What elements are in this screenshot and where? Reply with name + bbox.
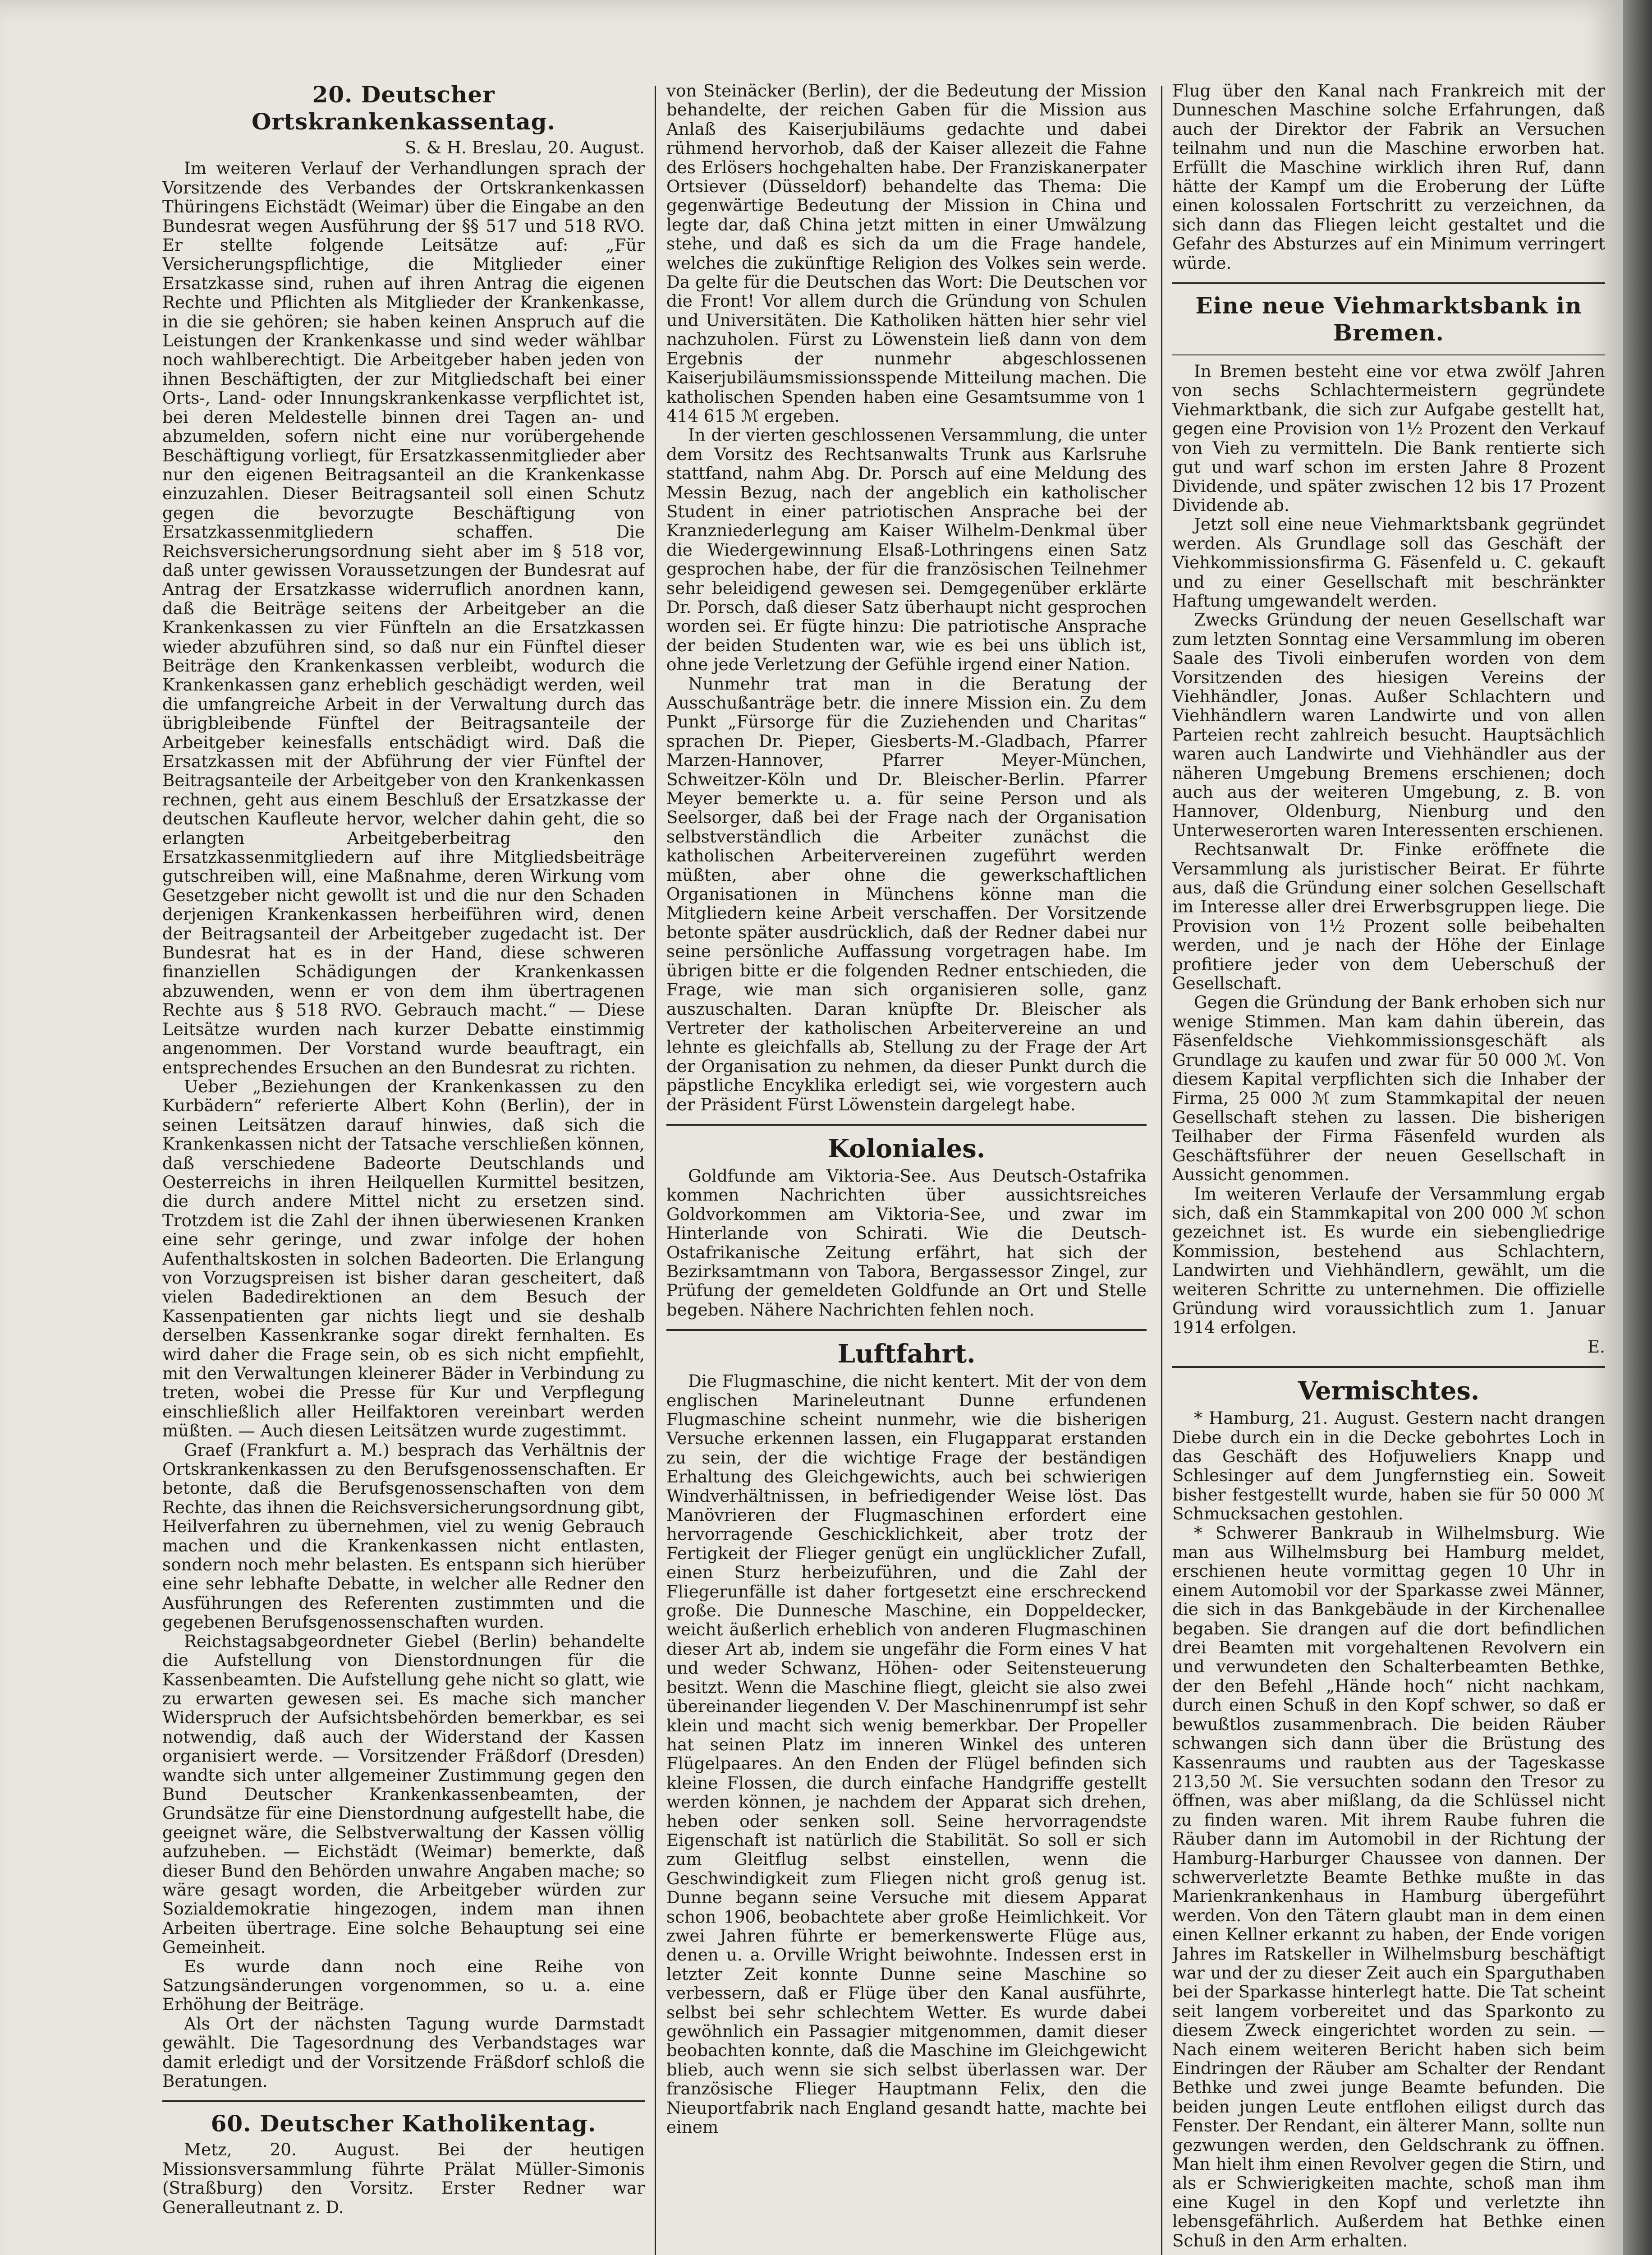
paragraph: Ueber „Beziehungen der Krankenkassen zu den Kurbädern“ referierte Albert Kohn (Berlin), der in seinen Leitsätzen darauf hinwies, daß sich die Krankenkassen nicht der Tatsache verschließen können, daß verschiedene Badeorte Deutschlands und Oesterreichs in ihren Heilquellen Kurmittel besitzen, die durch andere Mittel nicht zu ersetzen sind. Trotzdem ist die Zahl der ihnen überwiesenen Kranken eine sehr geringe, und zwar infolge der hohen Aufenthaltskosten in solchen Badeorten. Die Erlangung von Vorzugspreisen ist bisher daran gescheitert, daß vielen Badedirektionen an dem Besuch der Kassenpatienten gar nichts liegt und sie deshalb derselben Kassenkranke sogar direkt fernhalten. Es wird daher die Frage sein, ob es sich nicht empfiehlt, mit den Verwaltungen kleinerer Bäder in Verbindung zu treten, wobei die Presse für Kur und Verpflegung einschließlich aller Heilfaktoren vereinbart werden müßten. — Auch diesen Leitsätzen wurde zugestimmt. xyxy=(162,1076,645,1441)
paragraph: Rechtsanwalt Dr. Finke eröffnete die Versammlung als juristischer Beirat. Er führte aus, daß die Gründung einer solchen Gesellschaft im Interesse aller drei Erwerbsgruppen liege. Die Provision von 1½ Prozent solle beibehalten werden, und je nach der Höhe der Einlage profitiere jeder von dem Ueberschuß der Gesellschaft. xyxy=(1172,839,1605,994)
paragraph: Als Ort der nächsten Tagung wurde Darmstadt gewählt. Die Tagesordnung des Verbandstages war damit erledigt und der Vorsitzende Fräßdorf schloß die Beratungen. xyxy=(162,2013,645,2091)
section-divider xyxy=(1172,282,1605,284)
paragraph: Im weiteren Verlauf der Verhandlungen sprach der Vorsitzende des Verbandes der Ortskrankenkassen Thüringens Eichstädt (Weimar) über die Eingabe an den Bundesrat wegen Ausführung der §§ 517 und 518 RVO. Er stellte folgende Leitsätze auf: „Für Versicherungspflichtige, die Mitglieder einer Ersatzkasse sind, ruhen auf ihren Antrag die eigenen Rechte und Pflichten als Mitglieder der Krankenkasse, in die sie gehören; sie haben keinen Anspruch auf die Leistungen der Krankenkasse und sind weder wählbar noch wahlberechtigt. Die Arbeitgeber haben jeden von ihnen Beschäftigten, der zur Mitgliedschaft bei einer Orts-, Land- oder Innungskrankenkasse verpflichtet ist, bei deren Meldestelle binnen drei Tagen an- und abzumelden, sofern nicht eine nur vorübergehende Beschäftigung vorliegt, für Ersatzkassenmitglieder aber nur den eigenen Beitragsanteil an die Krankenkasse einzuzahlen. Dieser Beitragsanteil soll einen Schutz gegen die bevorzugte Beschäftigung von Ersatzkassenmitgliedern schaffen. Die Reichsversicherungsordnung sieht aber im § 518 vor, daß unter gewissen Voraussetzungen der Bundesrat auf Antrag der Ersatzkasse widerruflich anordnen kann, daß die Beiträge seitens der Arbeitgeber an die Krankenkassen zu vier Fünfteln an die Ersatzkassen wieder abzuführen sind, so daß nur ein Fünftel dieser Beiträge den Krankenkassen verbleibt, wodurch die Krankenkassen ganz erheblich geschädigt werden, weil die umfangreiche Arbeit in der Verwaltung durch das übrigbleibende Fünftel der Beitragsanteile der Arbeitgeber keinesfalls entschädigt wird. Daß die Ersatzkassen mit der Abführung der vier Fünftel der Beitragsanteile der Arbeitgeber von den Krankenkassen rechnen, geht aus einem Beschluß der Ersatzkasse der deutschen Kaufleute hervor, welcher dahin geht, die so erlangten Arbeitgeberbeitrag den Ersatzkassenmitgliedern auf ihre Mitgliedsbeiträge gutschreiben will, eine Maßnahme, deren Wirkung vom Gesetzgeber nicht gewollt ist und die nur den Schaden derjenigen Krankenkassen herbeiführen wird, denen der Beitragsanteil der Arbeitgeber zugedacht ist. Der Bundesrat hat es in der Hand, diese schweren finanziellen Schädigungen der Krankenkassen abzuwenden, wenn er von dem ihm übertragenen Rechte aus § 518 RVO. Gebrauch macht.“ — Diese Leitsätze wurden nach kurzer Debatte einstimmig angenommen. Der Vorstand wurde beauftragt, ein entsprechendes Ersuchen an den Bundesrat zu richten. xyxy=(162,158,645,1077)
paragraph: * Hamburg, 21. August. Gestern nacht drangen Diebe durch ein in die Decke gebohrtes Loch in das Geschäft des Hofjuweliers Knapp und Schlesinger auf dem Jungfernstieg ein. Soweit bisher festgestellt wurde, haben sie für 50 000 ℳ Schmucksachen gestohlen. xyxy=(1172,1408,1605,1524)
column-2 xyxy=(666,81,1147,2255)
page-edge xyxy=(1623,0,1652,2255)
dateline: S. & H. Breslau, 20. August. xyxy=(404,138,645,157)
title-underline xyxy=(1172,354,1605,355)
paragraph: Es wurde dann noch eine Reihe von Satzungsänderungen vorgenommen, so u. a. eine Erhöhung der Beiträge. xyxy=(162,1956,645,2015)
section-divider xyxy=(666,1329,1147,1331)
paragraph: Goldfunde am Viktoria-See. Aus Deutsch-Ostafrika kommen Nachrichten über aussichtsreiches Goldvorkommen am Viktoria-See, und zwar im Hinterlande von Schirati. Wie die Deutsch-Ostafrikanische Zeitung erfährt, hat sich der Bezirksamtmann von Tabora, Bergassessor Zingel, zur Prüfung der gemeldeten Goldfunde an Ort und Stelle begeben. Nähere Nachrichten fehlen noch. xyxy=(666,1165,1147,1320)
paragraph: Im weiteren Verlaufe der Versammlung ergab sich, daß ein Stammkapital von 200 000 ℳ schon gezeichnet ist. Es wurde ein siebengliedrige Kommission, bestehend aus Schlachtern, Landwirten und Viehhändlern, gewählt, um die weiteren Schritte zu unternehmen. Die offizielle Gründung wird voraussichtlich zum 1. Januar 1914 erfolgen. xyxy=(1172,1183,1605,1338)
paragraph: Zwecks Gründung der neuen Gesellschaft war zum letzten Sonntag eine Versammlung im oberen Saale des Tivoli einberufen worden von dem Vorsitzenden des hiesigen Vereins der Viehhändler, Jonas. Außer Schlachtern und Viehhändlern waren Landwirte und von allen Parteien recht zahlreich besucht. Hauptsächlich waren auch Landwirte und Viehhändler aus der näheren Umgebung Bremens erschienen; doch auch aus der weiteren Umgebung, z. B. von Hannover, Oldenburg, Nienburg und den Unterweserorten waren Interessenten erschienen. xyxy=(1172,610,1605,840)
paragraph: In der vierten geschlossenen Versammlung, die unter dem Vorsitz des Rechtsanwalts Trunk aus Karlsruhe stattfand, nahm Abg. Dr. Porsch auf eine Meldung des Messin Bezug, nach der angeblich ein katholischer Student in einer patriotischen Ansprache bei der Kranzniederlegung am Kaiser Wilhelm-Denkmal über die Wiedergewinnung Elsaß-Lothringens einen Satz gesprochen habe, der für die französischen Teilnehmer sehr beleidigend gewesen sei. Demgegenüber erklärte Dr. Porsch, daß dieser Satz überhaupt nicht gesprochen worden sei. Er fügte hinzu: Die patriotische Ansprache der beiden Studenten war, wie es bei uns üblich ist, ohne jede Verletzung der Gefühle irgend einer Nation. xyxy=(666,425,1147,675)
paragraph: Jetzt soll eine neue Viehmarktsbank gegründet werden. Als Grundlage soll das Geschäft der Viehkommissionsfirma G. Fäsenfeld u. C. gekauft und zu einer Gesellschaft mit beschränkter Haftung umgewandelt werden. xyxy=(1172,514,1605,611)
section-title-vermischtes: Vermischtes. xyxy=(1298,1376,1480,1406)
paragraph: Metz, 20. August. Bei der heutigen Missionsversammlung führte Prälat Müller-Simonis (Straßburg) den Vorsitz. Erster Redner war Generalleutnant z. D. xyxy=(162,2140,645,2217)
paragraph: Graef (Frankfurt a. M.) besprach das Verhältnis der Ortskrankenkassen zu den Berufsgenossenschaften. Er betonte, daß die Berufsgenossenschaften von dem Rechte, das ihnen die Reichsversicherungsordnung gibt, Heilverfahren zu übernehmen, viel zu wenig Gebrauch machen und die Krankenkassen nicht entlasten, sondern noch mehr belasten. Es entspann sich hierüber eine sehr lebhafte Debatte, in welcher alle Redner den Ausführungen des Referenten zustimmten und die gegebenen Berufsgenossenschaften wurden. xyxy=(162,1440,645,1632)
paragraph: Nunmehr trat man in die Beratung der Ausschußanträge betr. die innere Mission ein. Zu dem Punkt „Fürsorge für die Zuziehenden und Charitas“ sprachen Dr. Pieper, Giesberts-M.-Gladbach, Pfarrer Marzen-Hannover, Pfarrer Meyer-München, Schweitzer-Köln und Dr. Bleischer-Berlin. Pfarrer Meyer bemerkte u. a. für seine Person und als Seelsorger, daß bei der Frage nach der Organisation selbstverständlich die Arbeiter zunächst die katholischen Arbeitervereinen zugeführt werden müßten, aber ohne die gewerkschaftlichen Organisationen in Münchens könne man die Mitgliedern keine Arbeit verschaffen. Der Vorsitzende betonte später ausdrücklich, daß der Redner dabei nur seine persönliche Auffassung vorgetragen habe. Im übrigen bitte er die folgenden Redner entschieden, die Frage, wie man sich organisieren solle, ganz auszuschalten. Daran knüpfte Dr. Bleischer als Vertreter der katholischen Arbeitervereine an und lehnte es gleichfalls ab, Stellung zu der Frage der Art der Organisation zu nehmen, da dieser Punkt durch die päpstliche Encyklika erledigt sei, wie vorgestern auch der Präsident Fürst Löwenstein dargelegt habe. xyxy=(666,673,1147,1114)
section-divider xyxy=(1172,1366,1605,1368)
paragraph: Die Flugmaschine, die nicht kentert. Mit der von dem englischen Marineleutnant Dunne erfundenen Flugmaschine scheint nunmehr, wie die bisherigen Versuche erkennen lassen, ein Flugapparat erstanden zu sein, der die wichtige Frage der beständigen Erhaltung des Gleichgewichts, auch bei schwierigen Windverhältnissen, in befriedigender Weise löst. Das Manövrieren der Flugmaschinen erfordert eine hervorragende Geschicklichkeit, aber trotz der Fertigkeit der Flieger genügt ein unglücklicher Zufall, einen Sturz herbeizuführen, und die Zahl der Fliegerunfälle ist daher fortgesetzt eine erschreckend große. Die Dunnesche Maschine, ein Doppeldecker, weicht äußerlich erheblich von anderen Flugmaschinen dieser Art ab, indem sie ungefähr die Form eines V hat und weder Schwanz, Höhen- oder Seitensteuerung besitzt. Wenn die Maschine fliegt, gleicht sie also zwei übereinander liegenden V. Der Maschinenrumpf ist sehr klein und macht sich wenig bemerkbar. Der Propeller hat seinen Platz im inneren Winkel des unteren Flügelpaares. An den Enden der Flügel befinden sich kleine Flossen, die durch einfache Handgriffe gestellt werden können, je nachdem der Apparat sich drehen, heben oder senken soll. Seine hervorragendste Eigenschaft ist natürlich die Stabilität. So soll er sich zum Gleitflug selbst einstellen, wenn die Geschwindigkeit zum Fliegen nicht groß genug ist. Dunne begann seine Versuche mit diesem Apparat schon 1906, beobachtete aber große Heimlichkeit. Vor zwei Jahren führte er bemerkenswerte Flüge aus, denen u. a. Orville Wright beiwohnte. Indessen erst in letzter Zeit konnte Dunne seine Maschine so verbessern, daß er Flüge über den Kanal ausführte, selbst bei sehr schlechtem Wetter. Es wurde dabei gewöhnlich ein Passagier mitgenommen, damit dieser beobachten konnte, daß die Maschine im Gleichgewicht blieb, auch wenn sie sich selbst überlassen war. Der französische Flieger Hauptmann Felix, den die Nieuportfabrik nach England gesandt hatte, machte bei einem xyxy=(666,1371,1147,2137)
column-3 xyxy=(1172,81,1605,2255)
paragraph: Flug über den Kanal nach Frankreich mit der Dunneschen Maschine solche Erfahrungen, daß auch der Direktor der Fabrik an Versuchen teilnahm und nun die Maschine erworben hat. Erfüllt die Maschine wirklich ihren Ruf, dann hätte der Kampf um die Eroberung der Lüfte einen kolossalen Fortschritt zu verzeichnen, da sich dann das Fliegen leicht gestaltet und die Gefahr des Absturzes auf ein Minimum verringert würde. xyxy=(1172,81,1605,273)
section-title-luftfahrt: Luftfahrt. xyxy=(837,1339,976,1369)
paragraph: von Steinäcker (Berlin), der die Bedeutung der Mission behandelte, der reichen Gaben für die Mission aus Anlaß des Kaiserjubiläums gedachte und dabei rühmend hervorhob, daß der Kaiser allezeit die Fahne des Erlösers hochgehalten habe. Der Franziskanerpater Ortsiever (Düsseldorf) behandelte das Thema: Die gegenwärtige Bedeutung der Mission in China und legte dar, daß China jetzt mitten in einer Umwälzung stehe, und daß es sich da um die Frage handele, welches die zukünftige Religion des Volkes sein werde. Da gelte für die Deutschen das Wort: Die Deutschen vor die Front! Vor allem durch die Gründung von Schulen und Universitäten. Die Katholiken hätten hier sehr viel nachzuholen. Fürst zu Löwenstein ließ dann von dem Ergebnis der nunmehr abgeschlossenen Kaiserjubiläumsmissionsspende Mitteilung machen. Die katholischen Spenden haben eine Gesamtsumme von 1 414 615 ℳ ergeben. xyxy=(666,81,1147,426)
article-title-ortskrankenkassentag: 20. Deutscher Ortskrankenkassentag. xyxy=(251,81,556,135)
column-rule xyxy=(655,86,656,2255)
paragraph: Reichstagsabgeordneter Giebel (Berlin) behandelte die Aufstellung von Dienstordnungen für die Kassenbeamten. Die Aufstellung gehe nicht so glatt, wie zu erwarten gewesen sei. Es mache sich mancher Widerspruch der Aufsichtsbehörden bemerkbar, es sei notwendig, daß auch der Widerstand der Kassen organisiert werde. — Vorsitzender Fräßdorf (Dresden) wandte sich unter allgemeiner Zustimmung gegen den Bund Deutscher Krankenkassenbeamten, der Grundsätze für eine Dienstordnung aufgestellt habe, die geeignet wäre, die Selbstverwaltung der Kassen völlig aufzuheben. — Eichstädt (Weimar) bemerkte, daß dieser Bund den Behörden unwahre Angaben mache; so wäre gesagt worden, die Arbeitgeber würden zur Sozialdemokratie hingezogen, indem man ihnen Arbeiten übertrage. Eine solche Behauptung sei eine Gemeinheit. xyxy=(162,1631,645,1957)
author-signature: E. xyxy=(1588,1336,1605,1357)
section-divider xyxy=(666,1124,1147,1126)
column-rule xyxy=(1161,86,1162,2255)
paragraph: In Bremen besteht eine vor etwa zwölf Jahren von sechs Schlachtermeistern gegründete Viehmarktbank, die sich zur Aufgabe gestellt hat, gegen eine Provision von 1½ Prozent den Verkauf von Vieh zu vermitteln. Die Bank rentierte sich gut und warf schon im ersten Jahre 8 Prozent Dividende, und später zwischen 12 bis 17 Prozent Dividende ab. xyxy=(1172,361,1605,515)
article-title-katholikentag: 60. Deutscher Katholikentag. xyxy=(211,2110,597,2137)
paragraph: * Schwerer Bankraub in Wilhelmsburg. Wie man aus Wilhelmsburg bei Hamburg meldet, erschienen heute vormittag gegen 10 Uhr in einem Automobil vor der Sparkasse zwei Männer, die sich in das Bankgebäude in der Kirchenallee begaben. Sie drangen auf die dort befindlichen drei Beamten mit vorgehaltenen Revolvern ein und verwundeten den Schalterbeamten Bethke, der den Befehl „Hände hoch“ nicht nachkam, durch einen Schuß in den Kopf schwer, so daß er bewußtlos zusammenbrach. Die beiden Räuber schwangen sich dann über die Brüstung des Kassenraums und raubten aus der Tageskasse 213,50 ℳ. Sie versuchten sodann den Tresor zu öffnen, was aber mißlang, da die Schlüssel nicht zu finden waren. Mit ihrem Raube fuhren die Räuber dann im Automobil in der Richtung der Hamburg-Harburger Chaussee von dannen. Der schwerverletzte Beamte Bethke mußte in das Marienkrankenhaus in Hamburg übergeführt werden. Von den Tätern glaubt man in dem einen einen Kellner erkannt zu haben, der Ende vorigen Jahres im Ratskeller in Wilhelmsburg beschäftigt war und der zu dieser Zeit auch ein Sparguthaben bei der Sparkasse hinterlegt hatte. Die Tat scheint seit langem vorbereitet und das Sparkonto zu diesem Zweck eingerichtet worden zu sein. — Nach einem weiteren Bericht haben sich beim Eindringen der Räuber am Schalter der Rendant Bethke und zwei junge Beamte befunden. Die beiden jungen Leute entflohen eiligst durch das Fenster. Der Rendant, ein älterer Mann, sollte nun gezwungen werden, den Geldschrank zu öffnen. Man hielt ihm einen Revolver gegen die Stirn, und als er Schwierigkeiten machte, schoß man ihm eine Kugel in den Kopf und verletzte ihn lebensgefährlich. Außerdem hat Bethke einen Schuß in den Arm erhalten. xyxy=(1172,1523,1605,2250)
paragraph: Gegen die Gründung der Bank erhoben sich nur wenige Stimmen. Man kam dahin überein, das Fäsenfeldsche Viehkommissionsgeschäft als Grundlage zu kaufen und zwar für 50 000 ℳ. Von diesem Kapital verpflichten sich die Inhaber der Firma, 25 000 ℳ zum Stammkapital der neuen Gesellschaft stehen zu lassen. Die bisherigen Teilhaber der Firma Fäsenfeld wurden als Geschäftsführer der neuen Gesellschaft in Aussicht genommen. xyxy=(1172,992,1605,1185)
section-divider xyxy=(162,2100,645,2102)
column-1 xyxy=(162,81,645,2255)
article-title-viehmarktsbank: Eine neue Viehmarktsbank in Bremen. xyxy=(1195,292,1582,346)
section-title-koloniales: Koloniales. xyxy=(827,1133,986,1164)
